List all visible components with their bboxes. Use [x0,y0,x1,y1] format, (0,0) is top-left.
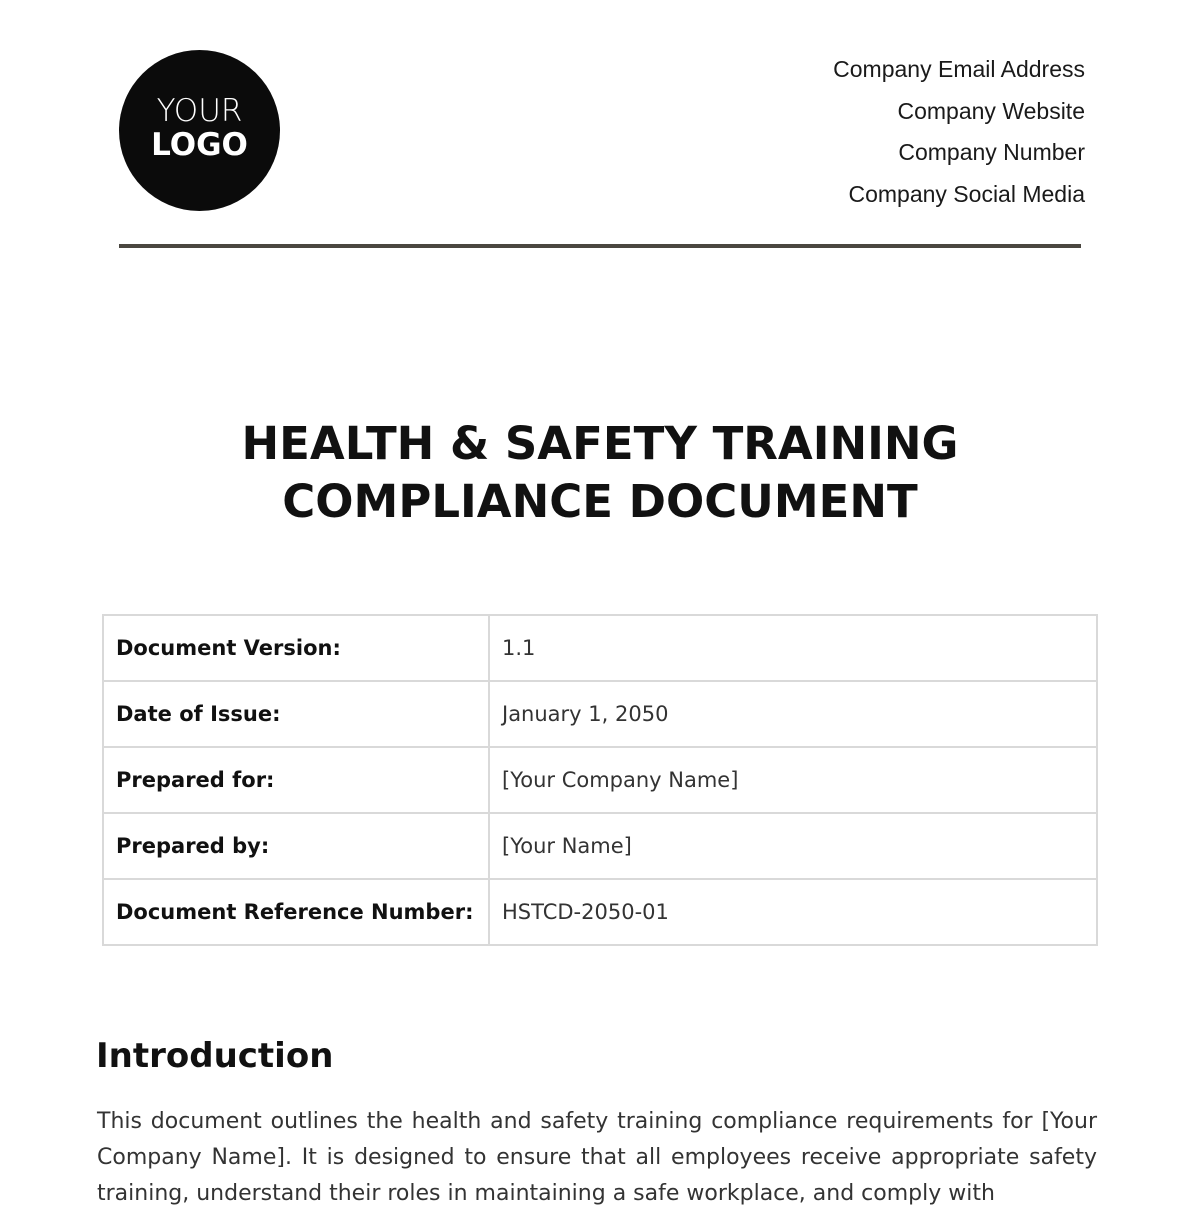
document-title [0,415,1200,531]
company-contact-block [833,55,1085,221]
company-social-media: Company Social Media [848,180,1085,207]
logo-line-logo: LOGO [151,127,248,163]
row-value: January 1, 2050 [489,681,1097,747]
company-email: Company Email Address [833,56,1085,82]
table-row [103,747,1097,813]
introduction-paragraph: This document outlines the health and safety training compliance requirements for [Your Company Name]. It is designed to ensure that all employees receive appropriate safety training, understand their roles in maintaining a safe workplace, and comply with [97,1109,1097,1206]
company-website: Company Website [897,97,1085,124]
introduction-heading: Introduction [96,1036,334,1076]
company-logo [119,50,280,211]
company-number: Company Number [898,139,1085,165]
header-divider [119,244,1081,248]
row-value: [Your Name] [489,813,1097,879]
logo-line-your: YOUR [156,93,243,129]
row-label: Date of Issue: [103,681,489,747]
row-label: Document Reference Number: [103,879,489,945]
title-line-1: HEALTH & SAFETY TRAINING [241,417,959,470]
title-line-2: COMPLIANCE DOCUMENT [282,475,918,528]
row-value: [Your Company Name] [489,747,1097,813]
row-label: Prepared for: [103,747,489,813]
table-row [103,813,1097,879]
table-row [103,879,1097,945]
row-label: Prepared by: [103,813,489,879]
document-info-table [102,614,1098,946]
row-value: 1.1 [489,615,1097,681]
table-row [103,615,1097,681]
row-value: HSTCD-2050-01 [489,879,1097,945]
row-label: Document Version: [103,615,489,681]
table-row [103,681,1097,747]
